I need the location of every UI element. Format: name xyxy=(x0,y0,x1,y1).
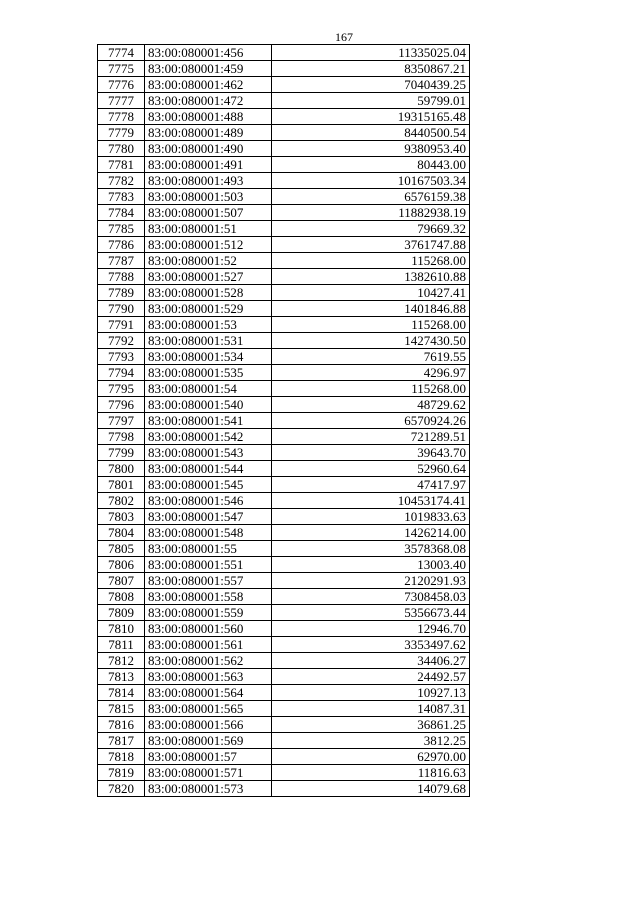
cadastral-number: 83:00:080001:512 xyxy=(145,237,272,253)
table-row xyxy=(98,461,470,477)
cadastral-number: 83:00:080001:53 xyxy=(145,317,272,333)
cadastral-number: 83:00:080001:558 xyxy=(145,589,272,605)
cadastral-value: 1401846.88 xyxy=(272,301,470,317)
table-row xyxy=(98,125,470,141)
cadastral-number: 83:00:080001:535 xyxy=(145,365,272,381)
cadastral-number: 83:00:080001:561 xyxy=(145,637,272,653)
table-row xyxy=(98,269,470,285)
cadastral-value: 4296.97 xyxy=(272,365,470,381)
cadastral-value: 10927.13 xyxy=(272,685,470,701)
cadastral-value: 1382610.88 xyxy=(272,269,470,285)
cadastral-number: 83:00:080001:488 xyxy=(145,109,272,125)
row-number: 7804 xyxy=(98,525,145,541)
row-number: 7800 xyxy=(98,461,145,477)
cadastral-value: 24492.57 xyxy=(272,669,470,685)
cadastral-value: 1426214.00 xyxy=(272,525,470,541)
table-row xyxy=(98,301,470,317)
cadastral-number: 83:00:080001:540 xyxy=(145,397,272,413)
row-number: 7783 xyxy=(98,189,145,205)
table-row xyxy=(98,621,470,637)
row-number: 7790 xyxy=(98,301,145,317)
table-row xyxy=(98,77,470,93)
row-number: 7784 xyxy=(98,205,145,221)
cadastral-number: 83:00:080001:559 xyxy=(145,605,272,621)
table-body xyxy=(98,45,470,797)
cadastral-number: 83:00:080001:459 xyxy=(145,61,272,77)
row-number: 7776 xyxy=(98,77,145,93)
row-number: 7787 xyxy=(98,253,145,269)
cadastral-value: 10427.41 xyxy=(272,285,470,301)
table-row xyxy=(98,589,470,605)
cadastral-number: 83:00:080001:51 xyxy=(145,221,272,237)
row-number: 7785 xyxy=(98,221,145,237)
cadastral-number: 83:00:080001:573 xyxy=(145,781,272,797)
cadastral-value: 62970.00 xyxy=(272,749,470,765)
cadastral-value: 11335025.04 xyxy=(272,45,470,61)
cadastral-value: 59799.01 xyxy=(272,93,470,109)
cadastral-value: 47417.97 xyxy=(272,477,470,493)
cadastral-number: 83:00:080001:531 xyxy=(145,333,272,349)
row-number: 7792 xyxy=(98,333,145,349)
table-row xyxy=(98,477,470,493)
row-number: 7803 xyxy=(98,509,145,525)
cadastral-value: 721289.51 xyxy=(272,429,470,445)
cadastral-value: 19315165.48 xyxy=(272,109,470,125)
row-number: 7795 xyxy=(98,381,145,397)
cadastral-number: 83:00:080001:542 xyxy=(145,429,272,445)
cadastral-value: 13003.40 xyxy=(272,557,470,573)
cadastral-value: 39643.70 xyxy=(272,445,470,461)
table-row xyxy=(98,109,470,125)
table-row xyxy=(98,349,470,365)
table-row xyxy=(98,141,470,157)
cadastral-value: 3578368.08 xyxy=(272,541,470,557)
table-row xyxy=(98,557,470,573)
table-row xyxy=(98,541,470,557)
table-row xyxy=(98,573,470,589)
cadastral-value: 14079.68 xyxy=(272,781,470,797)
cadastral-number: 83:00:080001:52 xyxy=(145,253,272,269)
cadastral-number: 83:00:080001:546 xyxy=(145,493,272,509)
cadastral-number: 83:00:080001:54 xyxy=(145,381,272,397)
row-number: 7818 xyxy=(98,749,145,765)
cadastral-value: 36861.25 xyxy=(272,717,470,733)
cadastral-number: 83:00:080001:548 xyxy=(145,525,272,541)
row-number: 7807 xyxy=(98,573,145,589)
row-number: 7820 xyxy=(98,781,145,797)
row-number: 7813 xyxy=(98,669,145,685)
table-row xyxy=(98,285,470,301)
cadastral-number: 83:00:080001:560 xyxy=(145,621,272,637)
table-row xyxy=(98,525,470,541)
table-row xyxy=(98,493,470,509)
cadastral-number: 83:00:080001:534 xyxy=(145,349,272,365)
row-number: 7797 xyxy=(98,413,145,429)
cadastral-value: 6570924.26 xyxy=(272,413,470,429)
table-row xyxy=(98,381,470,397)
cadastral-number: 83:00:080001:571 xyxy=(145,765,272,781)
row-number: 7802 xyxy=(98,493,145,509)
table-row xyxy=(98,45,470,61)
row-number: 7811 xyxy=(98,637,145,653)
table-row xyxy=(98,205,470,221)
cadastral-number: 83:00:080001:507 xyxy=(145,205,272,221)
table-row xyxy=(98,509,470,525)
table-row xyxy=(98,669,470,685)
cadastral-value: 8350867.21 xyxy=(272,61,470,77)
table-row xyxy=(98,61,470,77)
cadastral-value: 9380953.40 xyxy=(272,141,470,157)
table-row xyxy=(98,605,470,621)
cadastral-value: 1427430.50 xyxy=(272,333,470,349)
table-row xyxy=(98,413,470,429)
cadastral-value: 115268.00 xyxy=(272,381,470,397)
cadastral-number: 83:00:080001:564 xyxy=(145,685,272,701)
row-number: 7798 xyxy=(98,429,145,445)
table-row xyxy=(98,189,470,205)
table-row xyxy=(98,173,470,189)
row-number: 7775 xyxy=(98,61,145,77)
row-number: 7779 xyxy=(98,125,145,141)
row-number: 7805 xyxy=(98,541,145,557)
row-number: 7806 xyxy=(98,557,145,573)
table-row xyxy=(98,365,470,381)
row-number: 7791 xyxy=(98,317,145,333)
cadastral-number: 83:00:080001:541 xyxy=(145,413,272,429)
row-number: 7786 xyxy=(98,237,145,253)
table-row xyxy=(98,157,470,173)
cadastral-value: 2120291.93 xyxy=(272,573,470,589)
row-number: 7781 xyxy=(98,157,145,173)
cadastral-value: 79669.32 xyxy=(272,221,470,237)
cadastral-number: 83:00:080001:566 xyxy=(145,717,272,733)
cadastral-number: 83:00:080001:472 xyxy=(145,93,272,109)
cadastral-value: 11816.63 xyxy=(272,765,470,781)
row-number: 7778 xyxy=(98,109,145,125)
table-row xyxy=(98,781,470,797)
cadastral-value: 52960.64 xyxy=(272,461,470,477)
cadastral-value: 115268.00 xyxy=(272,253,470,269)
cadastral-value: 3353497.62 xyxy=(272,637,470,653)
cadastral-value: 11882938.19 xyxy=(272,205,470,221)
cadastral-number: 83:00:080001:547 xyxy=(145,509,272,525)
cadastral-number: 83:00:080001:503 xyxy=(145,189,272,205)
row-number: 7777 xyxy=(98,93,145,109)
cadastral-number: 83:00:080001:491 xyxy=(145,157,272,173)
row-number: 7780 xyxy=(98,141,145,157)
cadastral-number: 83:00:080001:490 xyxy=(145,141,272,157)
cadastral-number: 83:00:080001:527 xyxy=(145,269,272,285)
cadastral-number: 83:00:080001:493 xyxy=(145,173,272,189)
row-number: 7819 xyxy=(98,765,145,781)
cadastral-number: 83:00:080001:565 xyxy=(145,701,272,717)
cadastral-value: 6576159.38 xyxy=(272,189,470,205)
cadastral-value: 48729.62 xyxy=(272,397,470,413)
row-number: 7789 xyxy=(98,285,145,301)
cadastral-value: 7040439.25 xyxy=(272,77,470,93)
cadastral-value: 7308458.03 xyxy=(272,589,470,605)
cadastral-value: 115268.00 xyxy=(272,317,470,333)
cadastral-number: 83:00:080001:456 xyxy=(145,45,272,61)
cadastral-value: 10453174.41 xyxy=(272,493,470,509)
table-row xyxy=(98,653,470,669)
cadastral-number: 83:00:080001:543 xyxy=(145,445,272,461)
table-row xyxy=(98,637,470,653)
cadastral-number: 83:00:080001:569 xyxy=(145,733,272,749)
cadastral-number: 83:00:080001:544 xyxy=(145,461,272,477)
cadastral-number: 83:00:080001:551 xyxy=(145,557,272,573)
row-number: 7816 xyxy=(98,717,145,733)
table-row xyxy=(98,253,470,269)
cadastral-number: 83:00:080001:529 xyxy=(145,301,272,317)
cadastral-value: 10167503.34 xyxy=(272,173,470,189)
table-row xyxy=(98,765,470,781)
row-number: 7788 xyxy=(98,269,145,285)
cadastral-value: 7619.55 xyxy=(272,349,470,365)
table-row xyxy=(98,733,470,749)
cadastral-number: 83:00:080001:462 xyxy=(145,77,272,93)
table-row xyxy=(98,685,470,701)
cadastral-number: 83:00:080001:57 xyxy=(145,749,272,765)
row-number: 7808 xyxy=(98,589,145,605)
table-row xyxy=(98,445,470,461)
cadastral-value: 14087.31 xyxy=(272,701,470,717)
row-number: 7814 xyxy=(98,685,145,701)
table-row xyxy=(98,749,470,765)
cadastral-value: 12946.70 xyxy=(272,621,470,637)
page-number: 167 xyxy=(335,30,353,44)
row-number: 7774 xyxy=(98,45,145,61)
cadastral-value: 3812.25 xyxy=(272,733,470,749)
cadastral-number: 83:00:080001:489 xyxy=(145,125,272,141)
table-row xyxy=(98,429,470,445)
table-row xyxy=(98,317,470,333)
row-number: 7782 xyxy=(98,173,145,189)
row-number: 7793 xyxy=(98,349,145,365)
table-row xyxy=(98,717,470,733)
row-number: 7810 xyxy=(98,621,145,637)
cadastral-number: 83:00:080001:55 xyxy=(145,541,272,557)
table-row xyxy=(98,397,470,413)
cadastral-value: 34406.27 xyxy=(272,653,470,669)
cadastral-number: 83:00:080001:562 xyxy=(145,653,272,669)
cadastral-value: 3761747.88 xyxy=(272,237,470,253)
table-row xyxy=(98,333,470,349)
row-number: 7815 xyxy=(98,701,145,717)
row-number: 7809 xyxy=(98,605,145,621)
table-row xyxy=(98,93,470,109)
table-row xyxy=(98,701,470,717)
row-number: 7817 xyxy=(98,733,145,749)
cadastral-value: 8440500.54 xyxy=(272,125,470,141)
table-row xyxy=(98,237,470,253)
row-number: 7812 xyxy=(98,653,145,669)
cadastral-number: 83:00:080001:557 xyxy=(145,573,272,589)
cadastral-number: 83:00:080001:545 xyxy=(145,477,272,493)
cadastral-value: 1019833.63 xyxy=(272,509,470,525)
row-number: 7799 xyxy=(98,445,145,461)
cadastral-value: 80443.00 xyxy=(272,157,470,173)
row-number: 7796 xyxy=(98,397,145,413)
row-number: 7794 xyxy=(98,365,145,381)
row-number: 7801 xyxy=(98,477,145,493)
cadastral-number: 83:00:080001:528 xyxy=(145,285,272,301)
cadastral-number: 83:00:080001:563 xyxy=(145,669,272,685)
cadastral-values-table xyxy=(97,44,470,797)
table-row xyxy=(98,221,470,237)
cadastral-value: 5356673.44 xyxy=(272,605,470,621)
